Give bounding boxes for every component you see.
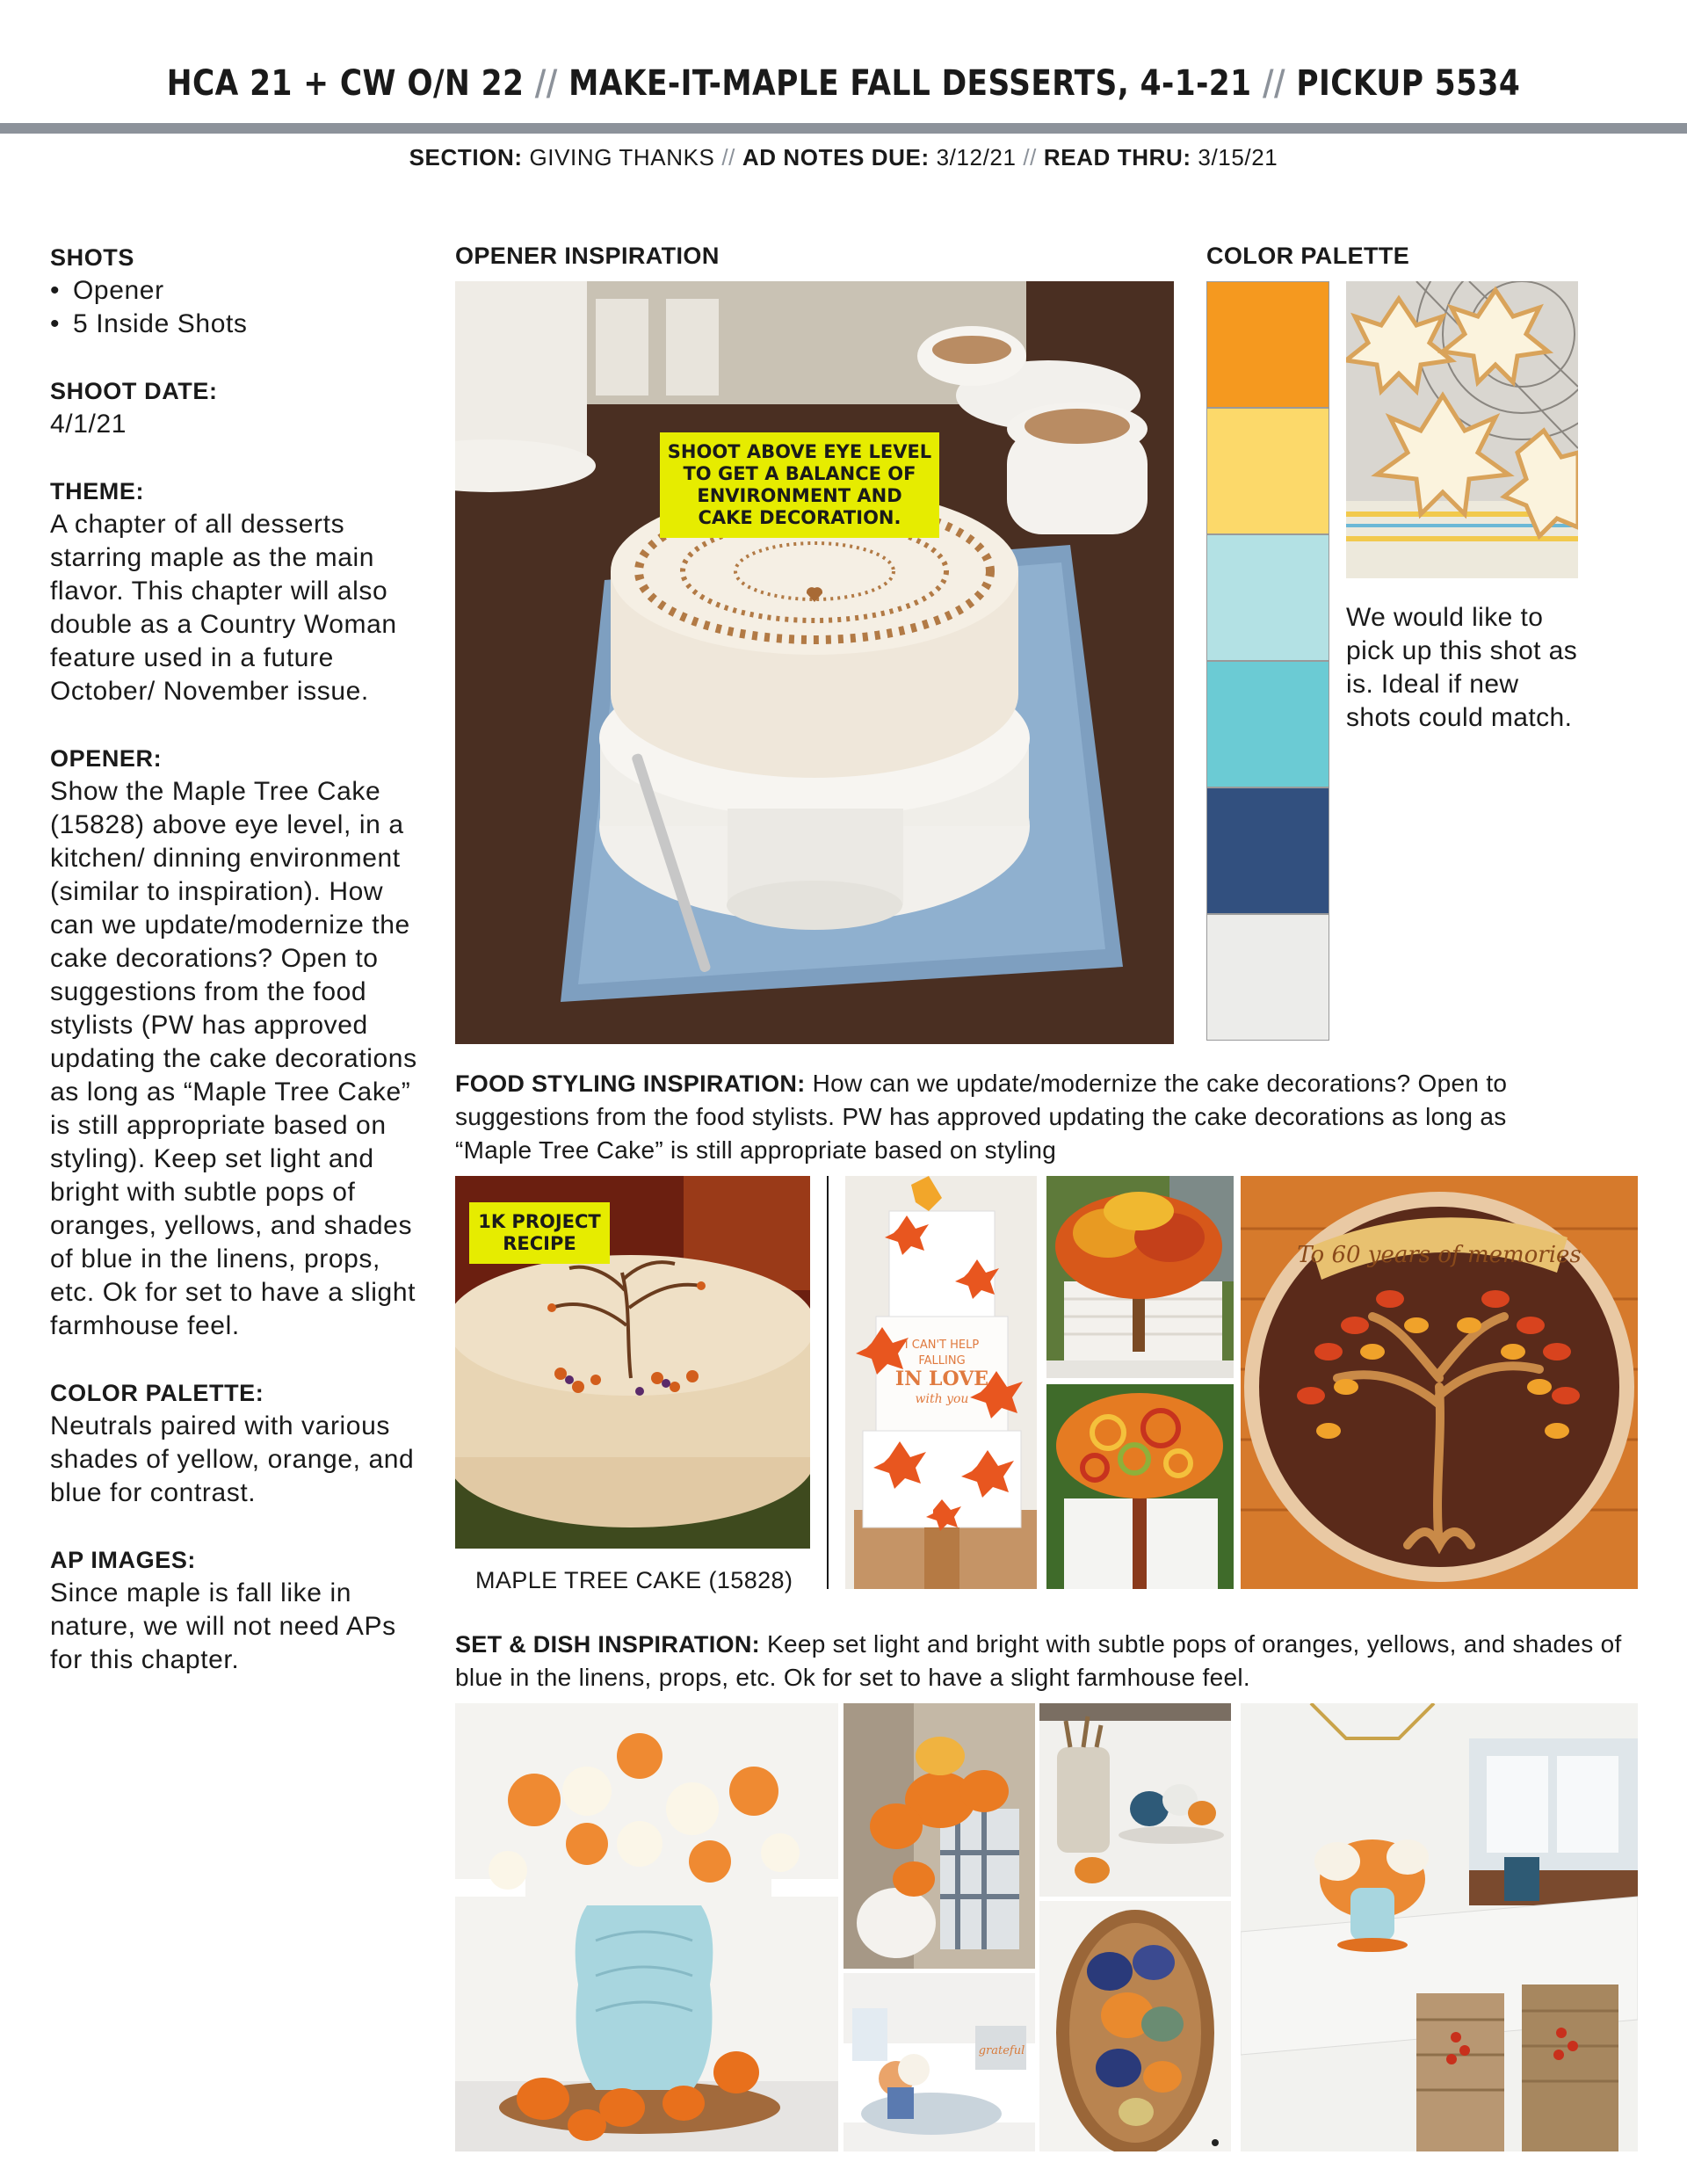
color-palette-text: Neutrals paired with various shades of yellow, orange, and blue for contrast. bbox=[50, 1411, 415, 1507]
brief-sidebar bbox=[50, 241, 428, 1710]
header-divider bbox=[0, 123, 1687, 134]
pillow-text: grateful bbox=[978, 2044, 1025, 2057]
cake-text-line-3: IN LOVE bbox=[894, 1368, 989, 1390]
opener-heading: OPENER: bbox=[50, 745, 163, 772]
cake-text-line-1: I CAN'T HELP bbox=[904, 1339, 980, 1352]
color-palette-block bbox=[50, 1376, 428, 1510]
title-part-3: PICKUP 5534 bbox=[1296, 63, 1521, 104]
page-title bbox=[118, 63, 1568, 104]
tree-tier-cake-photo bbox=[1046, 1176, 1234, 1378]
color-palette-heading: COLOR PALETTE: bbox=[50, 1380, 264, 1406]
cake-text-line-2: FALLING bbox=[918, 1354, 966, 1368]
kitchen-island-photo bbox=[1241, 1703, 1638, 2151]
title-separator: // bbox=[534, 63, 558, 104]
ad-notes-label: AD NOTES DUE: bbox=[742, 144, 930, 171]
set-dish-text: Keep set light and bright with subtle pops of oranges, yellows, and shades of blue in the linens, props, etc. Ok for set to have a slight farmhouse feel. bbox=[455, 1630, 1622, 1691]
subheader-separator: // bbox=[1023, 144, 1037, 171]
swirl-tree-cake-photo bbox=[1046, 1384, 1234, 1589]
opener-cake-photo bbox=[455, 281, 1174, 1044]
shots-item: • 5 Inside Shots bbox=[50, 308, 428, 341]
shots-item: • Opener bbox=[50, 274, 428, 308]
crock-pumpkins-photo bbox=[1039, 1703, 1231, 1897]
palette-swatch-off-white bbox=[1206, 914, 1329, 1041]
section-label: SECTION: bbox=[409, 144, 523, 171]
ap-images-block bbox=[50, 1543, 428, 1677]
blue-vase-flowers-photo bbox=[455, 1703, 838, 2151]
theme-heading: THEME: bbox=[50, 478, 145, 504]
project-recipe-callout: 1K PROJECT RECIPE bbox=[469, 1202, 610, 1264]
opener-inspiration-label: OPENER INSPIRATION bbox=[455, 243, 720, 269]
shots-block bbox=[50, 241, 428, 341]
ap-images-heading: AP IMAGES: bbox=[50, 1547, 197, 1573]
food-styling-text: How can we update/modernize the cake decorations? Open to suggestions from the food stylists. PW has approved updating the cake decorations as long as “Maple Tree Cake” is still appropriate based on styling bbox=[455, 1070, 1508, 1164]
title-part-2: MAKE-IT-MAPLE FALL DESSERTS, 4-1-21 bbox=[568, 63, 1252, 104]
cookies-note: We would like to pick up this shot as is. Ideal if new shots could match. bbox=[1346, 603, 1578, 732]
subheader-separator: // bbox=[721, 144, 735, 171]
image-divider bbox=[827, 1176, 829, 1589]
palette-swatch-turquoise bbox=[1206, 661, 1329, 787]
pumpkins-plaid-photo bbox=[844, 1703, 1035, 1969]
dough-bowl-photo bbox=[1039, 1901, 1231, 2151]
ad-notes-value: 3/12/21 bbox=[936, 144, 1017, 171]
shoot-date-heading: SHOOT DATE: bbox=[50, 378, 218, 404]
shoot-date-value: 4/1/21 bbox=[50, 410, 127, 439]
title-part-1: HCA 21 + CW O/N 22 bbox=[166, 63, 525, 104]
section-value: GIVING THANKS bbox=[529, 144, 715, 171]
opener-text: Show the Maple Tree Cake (15828) above eye level, in a kitchen/ dinning environment (similar to inspiration). How can we update/modernize the cake decorations? Open to suggestions from the food stylists (PW has approved updating the cake decorations as long as “Maple Tree Cake” is still appropriate based on styling). Keep set light and bright with subtle pops of oranges, yellows, and shades of blue in the linens, props, etc. Ok for set to have a slight farmhouse feel. bbox=[50, 777, 417, 1340]
subheader bbox=[0, 144, 1687, 171]
opener-callout: SHOOT ABOVE EYE LEVEL TO GET A BALANCE OF ENVIRONMENT AND CAKE DECORATION. bbox=[660, 432, 939, 538]
palette-swatch-light-aqua bbox=[1206, 534, 1329, 661]
leaf-wedding-cake-photo bbox=[845, 1176, 1037, 1589]
cake-plaque-text: To 60 years of memories bbox=[1297, 1242, 1582, 1268]
read-thru-label: READ THRU: bbox=[1043, 144, 1191, 171]
color-palette-label: COLOR PALETTE bbox=[1206, 243, 1410, 269]
palette-swatch-yellow bbox=[1206, 408, 1329, 534]
maple-tree-cake-caption: MAPLE TREE CAKE (15828) bbox=[475, 1567, 793, 1593]
palette-swatch-orange bbox=[1206, 281, 1329, 408]
food-styling-section bbox=[455, 1067, 1580, 1167]
set-dish-section bbox=[455, 1628, 1633, 1694]
opener-block bbox=[50, 742, 428, 1343]
title-separator: // bbox=[1262, 63, 1285, 104]
maple-cookies-photo bbox=[1346, 281, 1578, 578]
theme-block bbox=[50, 475, 428, 708]
sixty-years-cake-photo bbox=[1241, 1176, 1638, 1589]
ap-images-text: Since maple is fall like in nature, we will not need APs for this chapter. bbox=[50, 1578, 396, 1674]
food-styling-label: FOOD STYLING INSPIRATION: bbox=[455, 1070, 806, 1097]
shoot-date-block bbox=[50, 374, 428, 441]
shots-heading: SHOTS bbox=[50, 244, 135, 271]
set-dish-label: SET & DISH INSPIRATION: bbox=[455, 1631, 760, 1658]
read-thru-value: 3/15/21 bbox=[1198, 144, 1278, 171]
theme-text: A chapter of all desserts starring maple as the main flavor. This chapter will also double as a Country Woman feature used in a future October/ November issue. bbox=[50, 510, 397, 706]
cake-text-line-4: with you bbox=[915, 1392, 969, 1406]
living-room-photo bbox=[844, 1973, 1035, 2151]
palette-swatch-navy bbox=[1206, 787, 1329, 914]
